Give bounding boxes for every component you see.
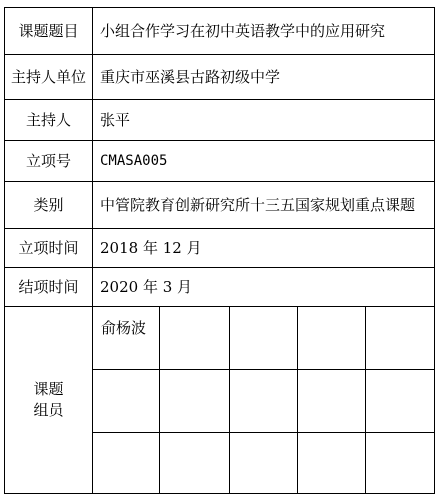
members-row-1: [5, 307, 435, 370]
member-cell: [93, 370, 160, 433]
row-project-no: [5, 141, 435, 182]
row-start-date: [5, 229, 435, 268]
topic-value: 小组合作学习在初中英语教学中的应用研究: [93, 8, 435, 55]
start-date-value: 2018 年 12 月: [93, 229, 435, 268]
end-date-value: 2020 年 3 月: [93, 268, 435, 307]
group-members-label-line2: 组员: [33, 401, 64, 419]
row-host: [5, 100, 435, 141]
end-date-label: 结项时间: [5, 268, 93, 307]
member-cell: [366, 370, 435, 433]
member-cell: [230, 307, 298, 370]
project-info-form: [4, 7, 434, 459]
member-cell: 俞杨波: [93, 307, 160, 370]
project-no-label: 立项号: [5, 141, 93, 182]
host-label: 主持人: [5, 100, 93, 141]
member-cell: [298, 370, 366, 433]
row-topic: [5, 8, 435, 55]
category-label: 类别: [5, 182, 93, 229]
member-cell: [366, 307, 435, 370]
member-cell: [230, 433, 298, 494]
group-members-label-line1: 课题: [33, 380, 64, 398]
member-cell: [230, 370, 298, 433]
member-cell: [298, 433, 366, 494]
start-date-label: 立项时间: [5, 229, 93, 268]
host-value: 张平: [93, 100, 435, 141]
member-cell: [160, 307, 230, 370]
unit-value: 重庆市巫溪县古路初级中学: [93, 55, 435, 100]
member-cell: [160, 370, 230, 433]
project-info-table: [4, 7, 435, 494]
topic-label: 课题题目: [5, 8, 93, 55]
unit-label: 主持人单位: [5, 55, 93, 100]
project-no-value: CMASA005: [93, 141, 435, 182]
member-cell: [160, 433, 230, 494]
group-members-label: [5, 307, 93, 494]
member-cell: [298, 307, 366, 370]
row-unit: [5, 55, 435, 100]
member-cell: [93, 433, 160, 494]
row-end-date: [5, 268, 435, 307]
category-value: 中管院教育创新研究所十三五国家规划重点课题: [93, 182, 435, 229]
row-category: [5, 182, 435, 229]
member-cell: [366, 433, 435, 494]
